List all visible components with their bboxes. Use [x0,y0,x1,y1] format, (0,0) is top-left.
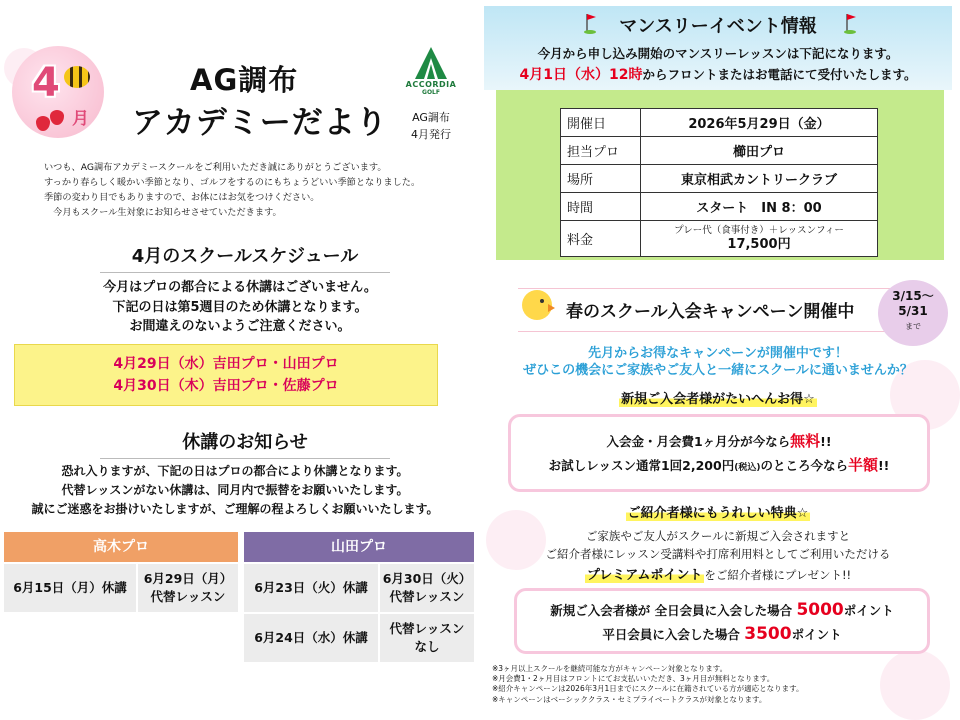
points-unit: ポイント [791,627,842,642]
cell-text: 6月24日（水）休講 [254,630,368,645]
points-line [514,600,930,620]
referral-text [484,564,952,583]
table-row [561,221,878,257]
cell-text: 6月29日（月） 代替レッスン [143,571,233,604]
fee-amount: 17,500円 [727,236,791,252]
closure-section-title: 休講のお知らせ [100,428,390,459]
event-value [641,221,878,257]
campaign-period-start: 3/15～ [892,289,934,303]
referral-text: ご家族やご友人がスクールに新規ご入会されますと [585,529,851,543]
campaign-lead: 先月からお得なキャンペーンが開催中です！ [588,346,848,361]
benefit-text: お試しレッスン通常1回2,200円 [548,458,735,473]
closed-date: 4月30日（木）吉田プロ・佐藤プロ [113,378,339,394]
event-value: 東京相武カントリークラブ [641,165,878,193]
table-cell [138,564,238,612]
chick-eye [540,299,544,303]
benefit-exclaim: !! [820,434,832,449]
month-badge-unit: 月 [72,109,89,129]
footnote: ※月会費1・2ヶ月目はフロントにてお支払いいただき、3ヶ月目が無料となります。 [492,674,775,684]
fee-description: プレー代（食事付き）＋レッスンフィー [674,224,844,236]
points-text: 平日会員に入会した場合 [602,627,745,642]
footnotes [492,664,952,705]
cell-text: 代替レッスン なし [389,621,465,654]
monthly-intro-reception [484,64,952,84]
event-details-table [560,108,878,257]
benefit-half: 半額 [847,456,878,474]
schedule-note-line: 下記の日は第5週目のため休講となります。 [112,299,368,315]
schedule-note [20,278,460,337]
schedule-note-line: お間違えのないようご注意ください。 [129,319,351,334]
footnote: ※3ヶ月以上スクールを継続可能な方がキャンペーン対象となります。 [492,664,728,673]
closure-note-line: 誠にご迷惑をお掛けいたしますが、ご理解の程よろしくお願いいたします。 [31,502,439,516]
newsletter-title-line1: AG調布 [190,63,299,97]
logo-subtext: GOLF [422,89,440,96]
monthly-intro: 今月から申し込み開始のマンスリーレッスンは下記になります。 [537,46,899,61]
schedule-section-title: 4月のスクールスケジュール [100,242,390,273]
closed-dates-box [14,344,438,406]
benefit-exclaim: !! [877,458,890,473]
tax-note: (税込) [734,463,761,473]
points-box [514,588,930,654]
greeting-text [44,160,444,220]
points-unit: ポイント [843,603,894,618]
greeting-line: 季節の変わり目でもありますので、お体にはお気をつけください。 [44,192,320,203]
campaign-lead: ぜひこの機会にご家族やご友人と一緒にスクールに通いませんか？ [523,363,913,378]
month-badge-number: 4 [32,60,60,106]
benefit-text: のところ今なら [760,458,848,473]
table-row [561,193,878,221]
points-value: 3500 [744,624,792,644]
monthly-event-title: マンスリーイベント情報 [619,16,817,37]
new-member-heading-wrap [484,388,952,407]
points-text: 新規ご入会者様が 全日会員に入会した場合 [550,603,797,618]
points-line [514,624,930,644]
table-cell [380,564,474,612]
campaign-title: 春のスクール入会キャンペーン開催中 [566,302,855,322]
newsletter-title-line2: アカデミーだより [132,105,388,141]
premium-point-label: プレミアムポイント [586,568,703,583]
greeting-line: 今月もスクール生対象にお知らせさせていただきます。 [44,207,282,218]
table-row [561,165,878,193]
campaign-period-suffix: まで [905,322,921,331]
footnote: ※キャンペーンはベーシッククラス・セミプライベートクラスが対象となります。 [492,694,767,704]
greeting-line: すっかり春らしく暖かい季節となり、ゴルフをするのにもちょうどいい季節となりました。 [44,177,421,188]
schedule-note-line: 今月はプロの都合による休講はございません。 [103,280,377,295]
closure-note-line: 代替レッスンがない休講は、同月内で振替をお願いいたします。 [61,483,409,497]
referral-text-rest: をご紹介者様にプレゼント!! [704,568,852,582]
cell-text: 6月23日（火）休講 [254,580,368,595]
closure-note-line: 恐れ入りますが、下記の日はプロの都合により休講となります。 [61,464,409,478]
table-cell [4,564,136,612]
table-row [561,137,878,165]
event-key: 担当プロ [561,137,641,165]
referral-text: ご紹介者様にレッスン受講料や打席利用料としてご利用いただける [545,547,891,561]
referral-heading: ご紹介者様にもうれしい特典☆ [627,506,809,521]
event-key: 開催日 [561,109,641,137]
closure-note [0,462,470,519]
cell-text: 6月15日（月）休講 [13,580,127,595]
issuer-name: AG調布 [412,111,450,124]
event-key: 場所 [561,165,641,193]
event-value: 2026年5月29日（金） [641,109,878,137]
table-cell [244,564,378,612]
cell-text: 6月30日（火） 代替レッスン [382,571,472,604]
reception-text: からフロントまたはお電話にて受付いたします。 [642,67,917,82]
chick-beak [548,304,555,312]
referral-heading-wrap [484,502,952,521]
new-member-heading: 新規ご入会者様がたいへんお得☆ [621,392,815,407]
table-row [561,109,878,137]
benefit-line [508,454,930,475]
table-header-yamada: 山田プロ [244,532,474,562]
new-member-benefits-box [508,414,930,492]
benefit-text: 入会金・月会費1ヶ月分が今なら [606,434,791,449]
points-value: 5000 [796,600,844,620]
footnote: ※紹介キャンペーンは2026年3月1日までにスクールに在籍されている方が適応となります。 [492,684,804,694]
table-cell [244,614,378,662]
event-key: 時間 [561,193,641,221]
issue-date: 4月発行 [411,128,451,141]
closed-date: 4月29日（水）吉田プロ・山田プロ [113,356,339,372]
campaign-period-end: 5/31 [898,304,928,318]
accordia-logo-icon [414,46,448,80]
event-key: 料金 [561,221,641,257]
reception-start-time: 4月1日（水）12時 [519,67,643,83]
greeting-line: いつも、AG調布アカデミースクールをご利用いただき誠にありがとうございます。 [44,162,387,173]
table-cell [380,614,474,662]
benefit-free: 無料 [790,432,821,450]
logo-text: ACCORDIA [405,80,457,89]
benefit-line [508,430,930,451]
table-header-takagi: 高木プロ [4,532,238,562]
event-value: 櫛田プロ [641,137,878,165]
event-value: スタート IN 8：00 [641,193,878,221]
bee-icon [64,66,90,88]
